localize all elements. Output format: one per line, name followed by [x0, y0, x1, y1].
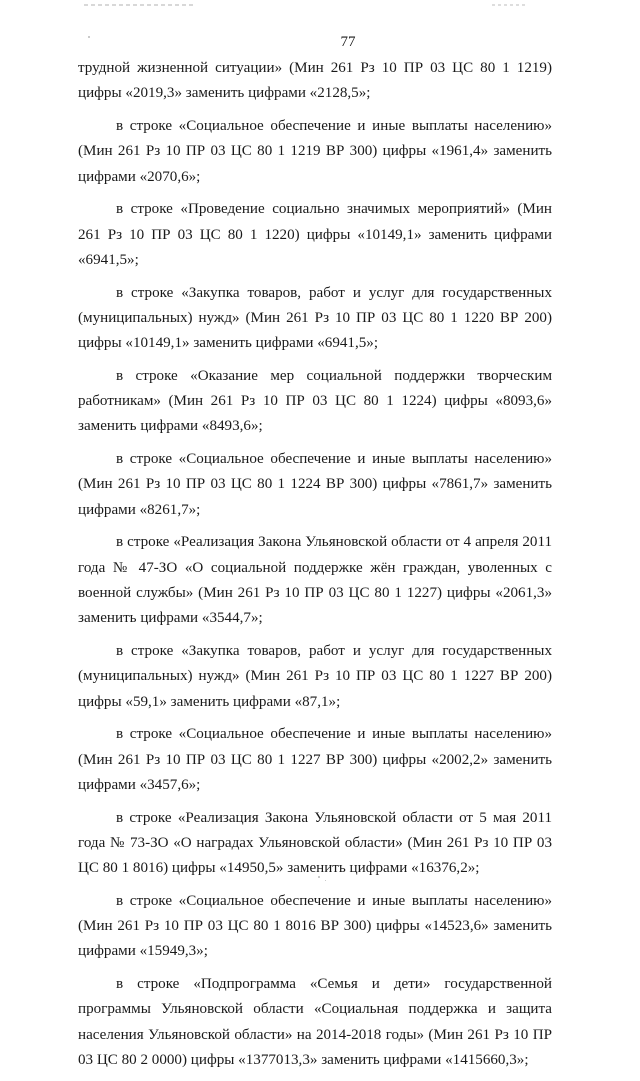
scan-speck [88, 36, 90, 38]
paragraph: в строке «Реализация Закона Ульяновской области от 4 апреля 2011 года № 47-ЗО «О социальной поддержке жён граждан, уволенных с военной службы» (Мин 261 Рз 10 ПР 03 ЦС 80 1 1227) цифры «2061,3» заменить цифрами «3544,7»; [78, 534, 552, 627]
page-number: 77 [340, 34, 356, 50]
document-body [78, 56, 552, 1081]
paragraph: трудной жизненной ситуации» (Мин 261 Рз 10 ПР 03 ЦС 80 1 1219) цифры «2019,3» заменить цифрами «2128,5»; [78, 60, 552, 102]
paragraph: в строке «Социальное обеспечение и иные выплаты населению» (Мин 261 Рз 10 ПР 03 ЦС 80 1 1224 ВР 300) цифры «7861,7» заменить цифрами «8261,7»; [78, 451, 552, 518]
paragraph: в строке «Реализация Закона Ульяновской области от 5 мая 2011 года № 73-ЗО «О наградах Ульяновской области» (Мин 261 Рз 10 ПР 03 ЦС 80 1 8016) цифры «14950,5» заменить цифрами «16376,2»; [78, 809, 552, 877]
paragraph: в строке «Подпрограмма «Семья и дети» государственной программы Ульяновской области «Социальная поддержка и защита населения Ульяновской области» на 2014-2018 годы» (Мин 261 Рз 10 ПР 03 ЦС 80 2 0000) цифры «1377013,3» заменить цифрами «1415660,3»; [78, 976, 552, 1068]
paragraph: в строке «Социальное обеспечение и иные выплаты населению» (Мин 261 Рз 10 ПР 03 ЦС 80 1 1219 ВР 300) цифры «1961,4» заменить цифрами «2070,6»; [78, 117, 552, 185]
paragraph: в строке «Социальное обеспечение и иные выплаты населению» (Мин 261 Рз 10 ПР 03 ЦС 80 1 1227 ВР 300) цифры «2002,2» заменить цифрами «3457,6»; [78, 726, 552, 793]
paragraph: в строке «Оказание мер социальной поддержки творческим работникам» (Мин 261 Рз 10 ПР 03 ЦС 80 1 1224) цифры «8093,6» заменить цифрами «8493,6»; [78, 367, 552, 435]
scan-speck [318, 876, 320, 878]
paragraph: в строке «Проведение социально значимых мероприятий» (Мин 261 Рз 10 ПР 03 ЦС 80 1 1220) цифры «10149,1» заменить цифрами «6941,5»; [78, 201, 552, 268]
scan-artifact [84, 4, 194, 6]
paragraph: в строке «Закупка товаров, работ и услуг для государственных (муниципальных) нужд» (Мин 261 Рз 10 ПР 03 ЦС 80 1 1227 ВР 200) цифры «59,1» заменить цифрами «87,1»; [78, 642, 552, 710]
paragraph: в строке «Социальное обеспечение и иные выплаты населению» (Мин 261 Рз 10 ПР 03 ЦС 80 1 8016 ВР 300) цифры «14523,6» заменить цифрами «15949,3»; [78, 892, 552, 960]
scan-speck [325, 880, 326, 881]
paragraph: в строке «Закупка товаров, работ и услуг для государственных (муниципальных) нужд» (Мин 261 Рз 10 ПР 03 ЦС 80 1 1220 ВР 200) цифры «10149,1» заменить цифрами «6941,5»; [78, 284, 552, 352]
scan-artifact [492, 4, 526, 6]
